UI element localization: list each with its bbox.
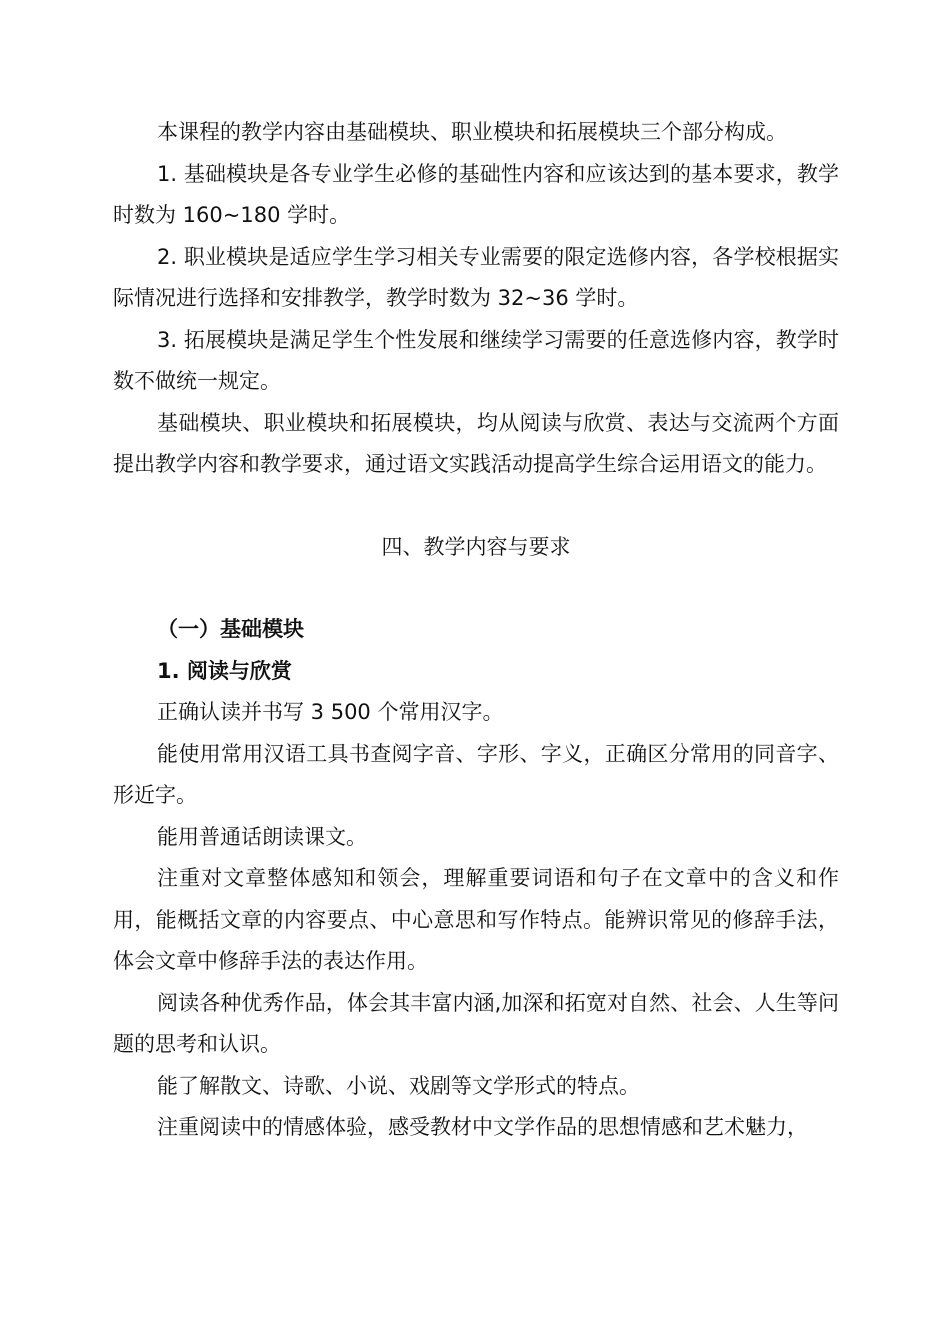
body-paragraph: 注重阅读中的情感体验，感受教材中文学作品的思想情感和艺术魅力， bbox=[157, 1115, 808, 1139]
body-paragraph: 能了解散文、诗歌、小说、戏剧等文学形式的特点。 bbox=[157, 1073, 640, 1098]
subsection-heading: （一）基础模块 bbox=[157, 617, 304, 641]
body-paragraph: 能使用常用汉语工具书查阅字音、字形、字义，正确区分常用的同音字、形近字。 bbox=[113, 741, 839, 807]
body-paragraph: 阅读各种优秀作品，体会其丰富内涵,加深和拓宽对自然、社会、人生等问题的思考和认识。 bbox=[113, 990, 839, 1056]
intro-paragraph: 3. 拓展模块是满足学生个性发展和继续学习需要的任意选修内容，教学时数不做统一规定。 bbox=[113, 327, 839, 393]
section-title: 四、教学内容与要求 bbox=[381, 534, 571, 559]
intro-paragraph: 基础模块、职业模块和拓展模块，均从阅读与欣赏、表达与交流两个方面提出教学内容和教学要求，通过语文实践活动提高学生综合运用语文的能力。 bbox=[113, 410, 839, 476]
body-paragraph: 能用普通话朗读课文。 bbox=[157, 824, 367, 849]
intro-paragraph: 2. 职业模块是适应学生学习相关专业需要的限定选修内容，各学校根据实际情况进行选择和安排教学，教学时数为 32~36 学时。 bbox=[113, 244, 839, 310]
document-body bbox=[113, 112, 839, 1149]
item-heading: 1. 阅读与欣赏 bbox=[157, 658, 292, 683]
body-paragraph: 正确认读并书写 3 500 个常用汉字。 bbox=[157, 700, 504, 724]
intro-paragraph: 1. 基础模块是各专业学生必修的基础性内容和应该达到的基本要求，教学时数为 160~180 学时。 bbox=[113, 161, 839, 227]
intro-paragraph: 本课程的教学内容由基础模块、职业模块和拓展模块三个部分构成。 bbox=[157, 120, 787, 144]
body-paragraph: 注重对文章整体感知和领会，理解重要词语和句子在文章中的含义和作用，能概括文章的内容要点、中心意思和写作特点。能辨识常见的修辞手法，体会文章中修辞手法的表达作用。 bbox=[113, 866, 839, 973]
